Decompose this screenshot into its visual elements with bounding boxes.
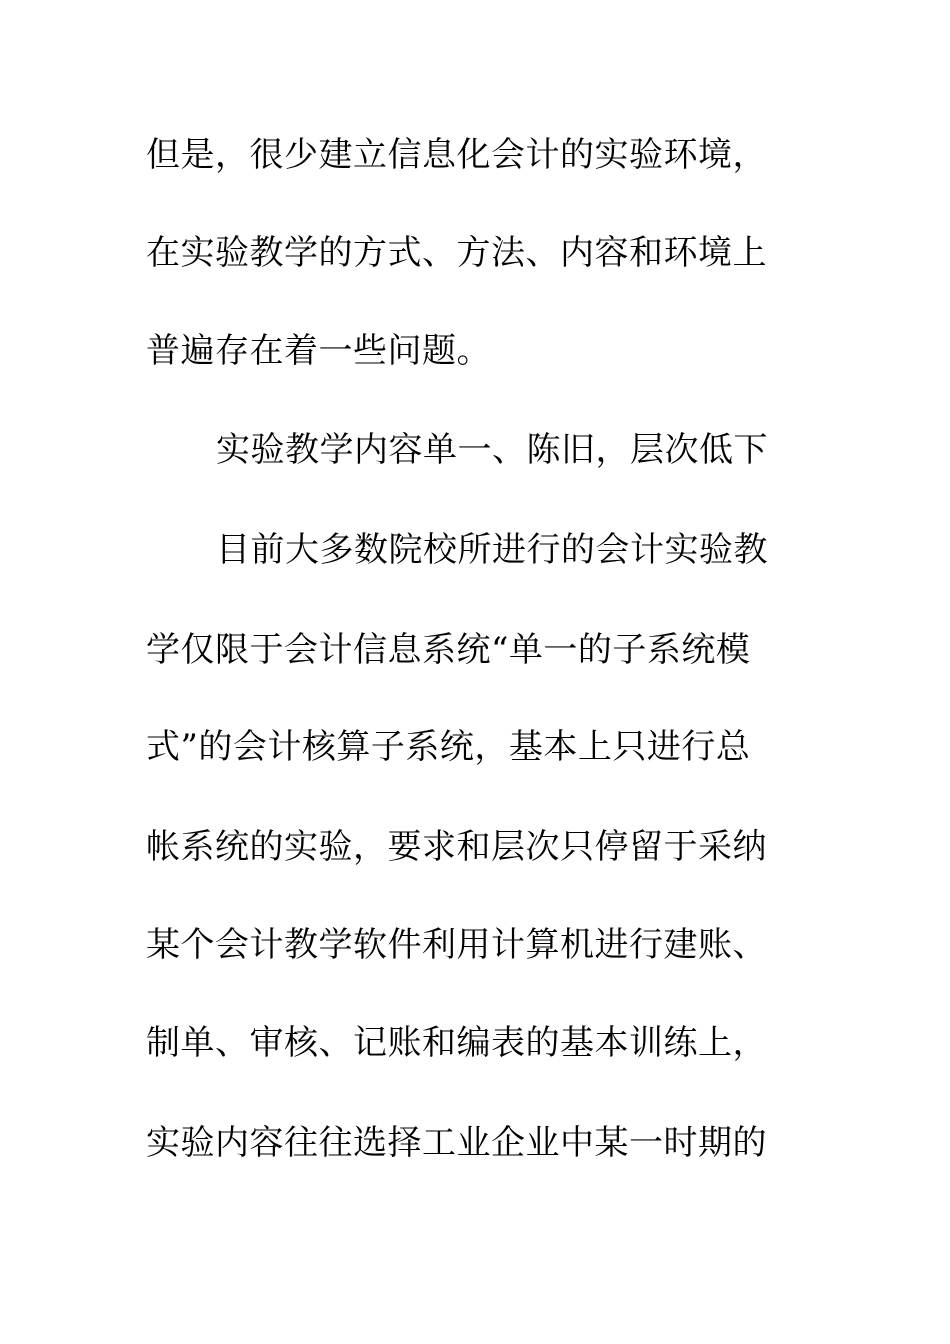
section-heading: 实验教学内容单一、陈旧，层次低下	[216, 430, 768, 470]
paragraph-line: 学仅限于会计信息系统“单一的子系统模	[146, 630, 751, 670]
paragraph-line: 目前大多数院校所进行的会计实验教	[216, 530, 768, 570]
paragraph-line: 式”的会计核算子系统，基本上只进行总	[146, 727, 751, 767]
paragraph-line: 在实验教学的方式、方法、内容和环境上	[146, 233, 767, 273]
paragraph-line: 帐系统的实验，要求和层次只停留于采纳	[146, 827, 767, 867]
paragraph-line: 实验内容往往选择工业企业中某一时期的	[146, 1123, 767, 1163]
paragraph-line: 某个会计教学软件利用计算机进行建账、	[146, 925, 767, 965]
paragraph-line: 但是，很少建立信息化会计的实验环境，	[146, 135, 767, 175]
paragraph-line: 制单、审核、记账和编表的基本训练上，	[146, 1023, 767, 1063]
paragraph-line: 普遍存在着一些问题。	[146, 331, 491, 371]
